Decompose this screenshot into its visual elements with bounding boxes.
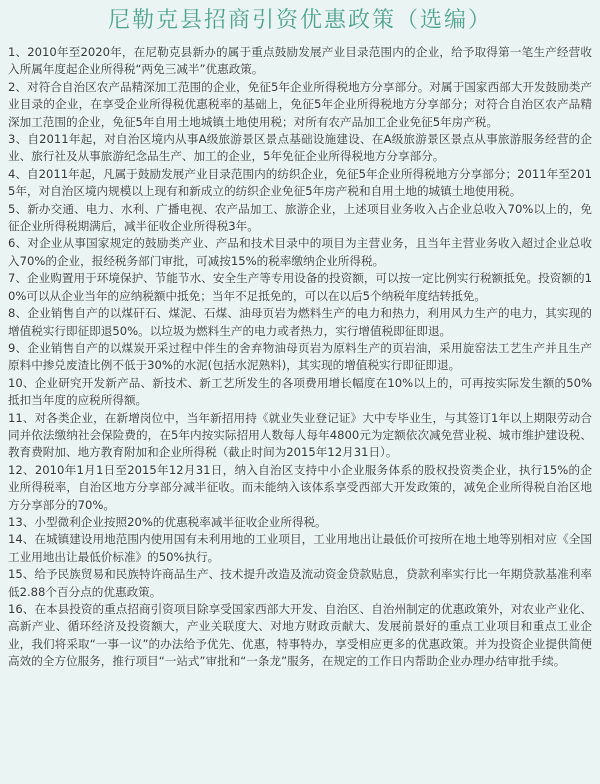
policy-item-8: 8、企业销售自产的以煤矸石、煤泥、石煤、油母页岩为燃料生产的电力和热力，利用风力生产的电力，其实现的增值税实行即征即退50%。以垃圾为燃料生产的电力或者热力，实行增值税即征即退。 [8, 306, 592, 338]
policy-item-5: 5、新办交通、电力、水利、广播电视、农产品加工、旅游企业，上述项目业务收入占企业总收入70%以上的，免征企业所得税期满后，减半征收企业所得税3年。 [8, 201, 592, 234]
policy-item-4: 4、自2011年起，凡属于鼓励发展产业目录范围内的纺织企业，免征5年企业所得税地方分享部分；2011年至2015年，对自治区境内规模以上现有和新成立的纺织企业免征5年房产税和自用土地的城镇土地使用税。 [8, 166, 592, 199]
policy-item-1: 1、2010年至2020年，在尼勒克县新办的属于重点鼓励发展产业目录范围内的企业，给予取得第一笔生产经营收入所属年度起企业所得税“两免三减半”优惠政策。 [8, 45, 592, 77]
policy-item-13: 13、小型微利企业按照20%的优惠税率减半征收企业所得税。 [8, 514, 327, 529]
policy-item-12: 12、2010年1月1日至2015年12月31日，纳入自治区支持中小企业服务体系的股权投资类企业，执行15%的企业所得税率，自治区地方分享部分减半征收。而未能纳入该体系享受西部大开发政策的，减免企业所得税自治区地方分享部分的70%。 [8, 462, 592, 512]
policy-item-3: 3、自2011年起，对自治区境内从事A级旅游景区景点基础设施建设、在A级旅游景区景点从事旅游服务经营的企业、旅行社及从事旅游纪念品生产、加工的企业，5年免征企业所得税地方分享部分。 [8, 132, 592, 164]
policy-item-9: 9、企业销售自产的以煤炭开采过程中伴生的舍弃物油母页岩为原料生产的页岩油，采用旋窑法工艺生产并且生产原料中掺兑废渣比例不低于30%的水泥(包括水泥熟料)，其实现的增值税实行即征即退。 [8, 340, 592, 373]
policy-item-6: 6、对企业从事国家规定的鼓励类产业、产品和技术目录中的项目为主营业务，且当年主营业务收入超过企业总收入70%的企业，报经税务部门审批，可减按15%的税率缴纳企业所得税。 [8, 236, 592, 268]
policy-item-15: 15、给予民族贸易和民族特许商品生产、技术提升改造及流动资金贷款贴息，贷款利率实行比一年期贷款基准利率低2.88个百分点的优惠政策。 [8, 567, 592, 599]
policy-item-7: 7、企业购置用于环境保护、节能节水、安全生产等专用设备的投资额，可以按一定比例实行税额抵免。投资额的10%可以从企业当年的应纳税额中抵免；当年不足抵免的，可以在以后5个纳税年度结转抵免。 [8, 271, 592, 303]
policy-item-11: 11、对各类企业，在新增岗位中，当年新招用持《就业失业登记证》大中专毕业生，与其签订1年以上期限劳动合同并依法缴纳社会保险费的，在5年内按实际招用人数每人每年4800元为定额依次减免营业税、城市维护建设税、教育费附加、地方教育附加和企业所得税（截止时间为2015年12月31日）。 [8, 410, 592, 460]
policy-item-16: 16、在本县投资的重点招商引资项目除享受国家西部大开发、自治区、自治州制定的优惠政策外，对农业产业化、高新产业、循环经济及投资额大，产业关联度大、对地方财政贡献大、发展前景好的重点工业项目和重点工业企业，我们将采取“一事一议”的办法给予优先、优惠，特事特办，享受相应更多的优惠政策。并为投资企业提供简便高效的全方位服务，推行项目“一站式”审批和“一条龙”服务，在规定的工作日内帮助企业办理办结审批手续。 [8, 602, 592, 669]
policy-item-2: 2、对符合自治区农产品精深加工范围的企业，免征5年企业所得税地方分享部分。对属于国家西部大开发鼓励类产业目录的企业，在享受企业所得税优惠税率的基础上，免征5年企业所得税地方分享部分；对符合自治区农产品精深加工范围的企业，免征5年自用土地城镇土地使用税；对所有农产品加工企业免征5年房产税。 [8, 79, 592, 129]
policy-list [8, 44, 592, 671]
policy-item-10: 10、企业研究开发新产品、新技术、新工艺所发生的各项费用增长幅度在10%以上的，可再按实际发生额的50%抵扣当年度的应税所得额。 [8, 375, 592, 408]
page-title: 尼勒克县招商引资优惠政策（选编） [107, 8, 492, 33]
policy-item-14: 14、在城镇建设用地范围内使用国有未利用地的工业项目，工业用地出让最低价可按所在地土地等别相对应《全国工业用地出让最低价标准》的50%执行。 [8, 532, 592, 564]
